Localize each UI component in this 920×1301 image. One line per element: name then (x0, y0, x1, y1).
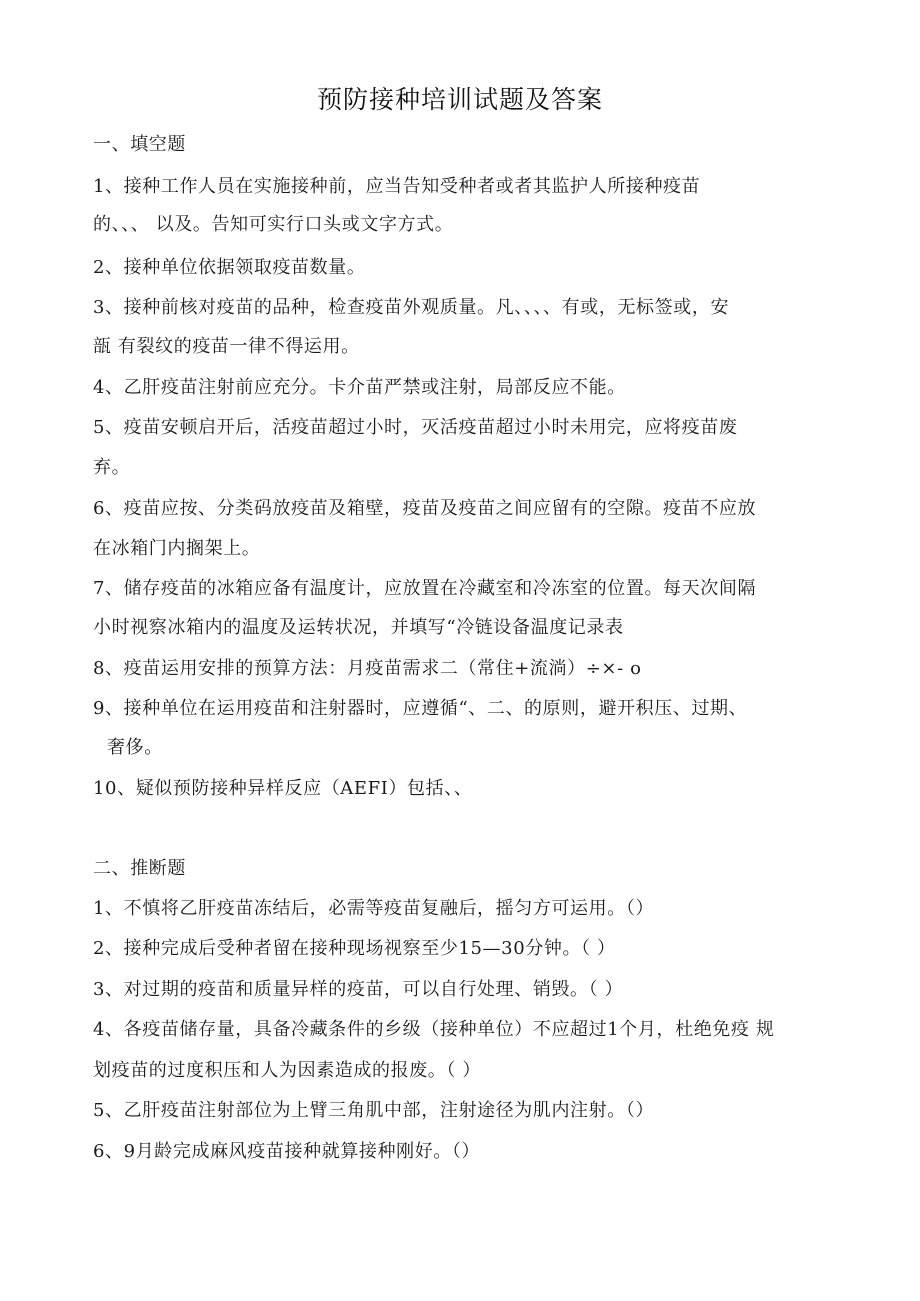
question-5-line-2: 弃。 (93, 457, 131, 478)
question-1-line-2: 的、、、 以及。告知可实行口头或文字方式。 (93, 214, 454, 235)
question-3-line-1: 3、接种前核对疫苗的品种，检查疫苗外观质量。凡、、、、有或，无标签或，安 (93, 297, 730, 318)
section-heading-true-false: 二、推断题 (93, 858, 186, 879)
judge-question-3: 3、对过期的疫苗和质量异样的疫苗，可以自行处理、销毁。（ ） (93, 979, 624, 1000)
question-10: 10、疑似预防接种异样反应（AEFI）包括、、 (93, 778, 473, 799)
question-6-line-2: 在冰箱门内搁架上。 (93, 538, 261, 559)
judge-question-4-line-1: 4、各疫苗储存量，具备冷藏条件的乡级（接种单位）不应超过1个月，杜绝免疫 规 (93, 1019, 775, 1040)
question-3-line-2: 瓿 有裂纹的疫苗一律不得运用。 (93, 336, 360, 357)
section-heading-fill-blank: 一、填空题 (93, 134, 186, 155)
question-7-line-2: 小时视察冰箱内的温度及运转状况，并填写“冷链设备温度记录表 (93, 617, 624, 638)
question-9-line-1: 9、接种单位在运用疫苗和注射器时，应遵循“、二、的原则，避开积压、过期、 (93, 698, 748, 719)
judge-question-2: 2、接种完成后受种者留在接种现场视察至少15—30分钟。（ ） (93, 938, 616, 959)
question-5-line-1: 5、疫苗安顿启开后，活疫苗超过小时，灭活疫苗超过小时未用完，应将疫苗废 (93, 417, 738, 438)
question-2: 2、接种单位依据领取疫苗数量。 (93, 257, 366, 278)
judge-question-5: 5、乙肝疫苗注射部位为上臂三角肌中部，注射途径为肌内注射。（） (93, 1100, 655, 1121)
question-1-line-1: 1、接种工作人员在实施接种前，应当告知受种者或者其监护人所接种疫苗 (93, 176, 701, 197)
question-9-line-2: 奢侈。 (107, 737, 163, 758)
judge-question-1: 1、不慎将乙肝疫苗冻结后，必需等疫苗复融后，摇匀方可运用。（） (93, 898, 655, 919)
question-4: 4、乙肝疫苗注射前应充分。卡介苗严禁或注射，局部反应不能。 (93, 377, 626, 398)
judge-question-6: 6、9月龄完成麻风疫苗接种就算接种刚好。（） (93, 1141, 481, 1162)
question-7-line-1: 7、储存疫苗的冰箱应备有温度计，应放置在冷藏室和冷冻室的位置。每天次间隔 (93, 578, 757, 599)
question-8: 8、疫苗运用安排的预算方法：月疫苗需求二（常住+流淌）÷×- o (93, 658, 642, 679)
document-title: 预防接种培训试题及答案 (316, 85, 603, 114)
question-6-line-1: 6、疫苗应按、分类码放疫苗及箱壁，疫苗及疫苗之间应留有的空隙。疫苗不应放 (93, 498, 757, 519)
judge-question-4-line-2: 划疫苗的过度积压和人为因素造成的报废。（ ） (93, 1060, 481, 1081)
